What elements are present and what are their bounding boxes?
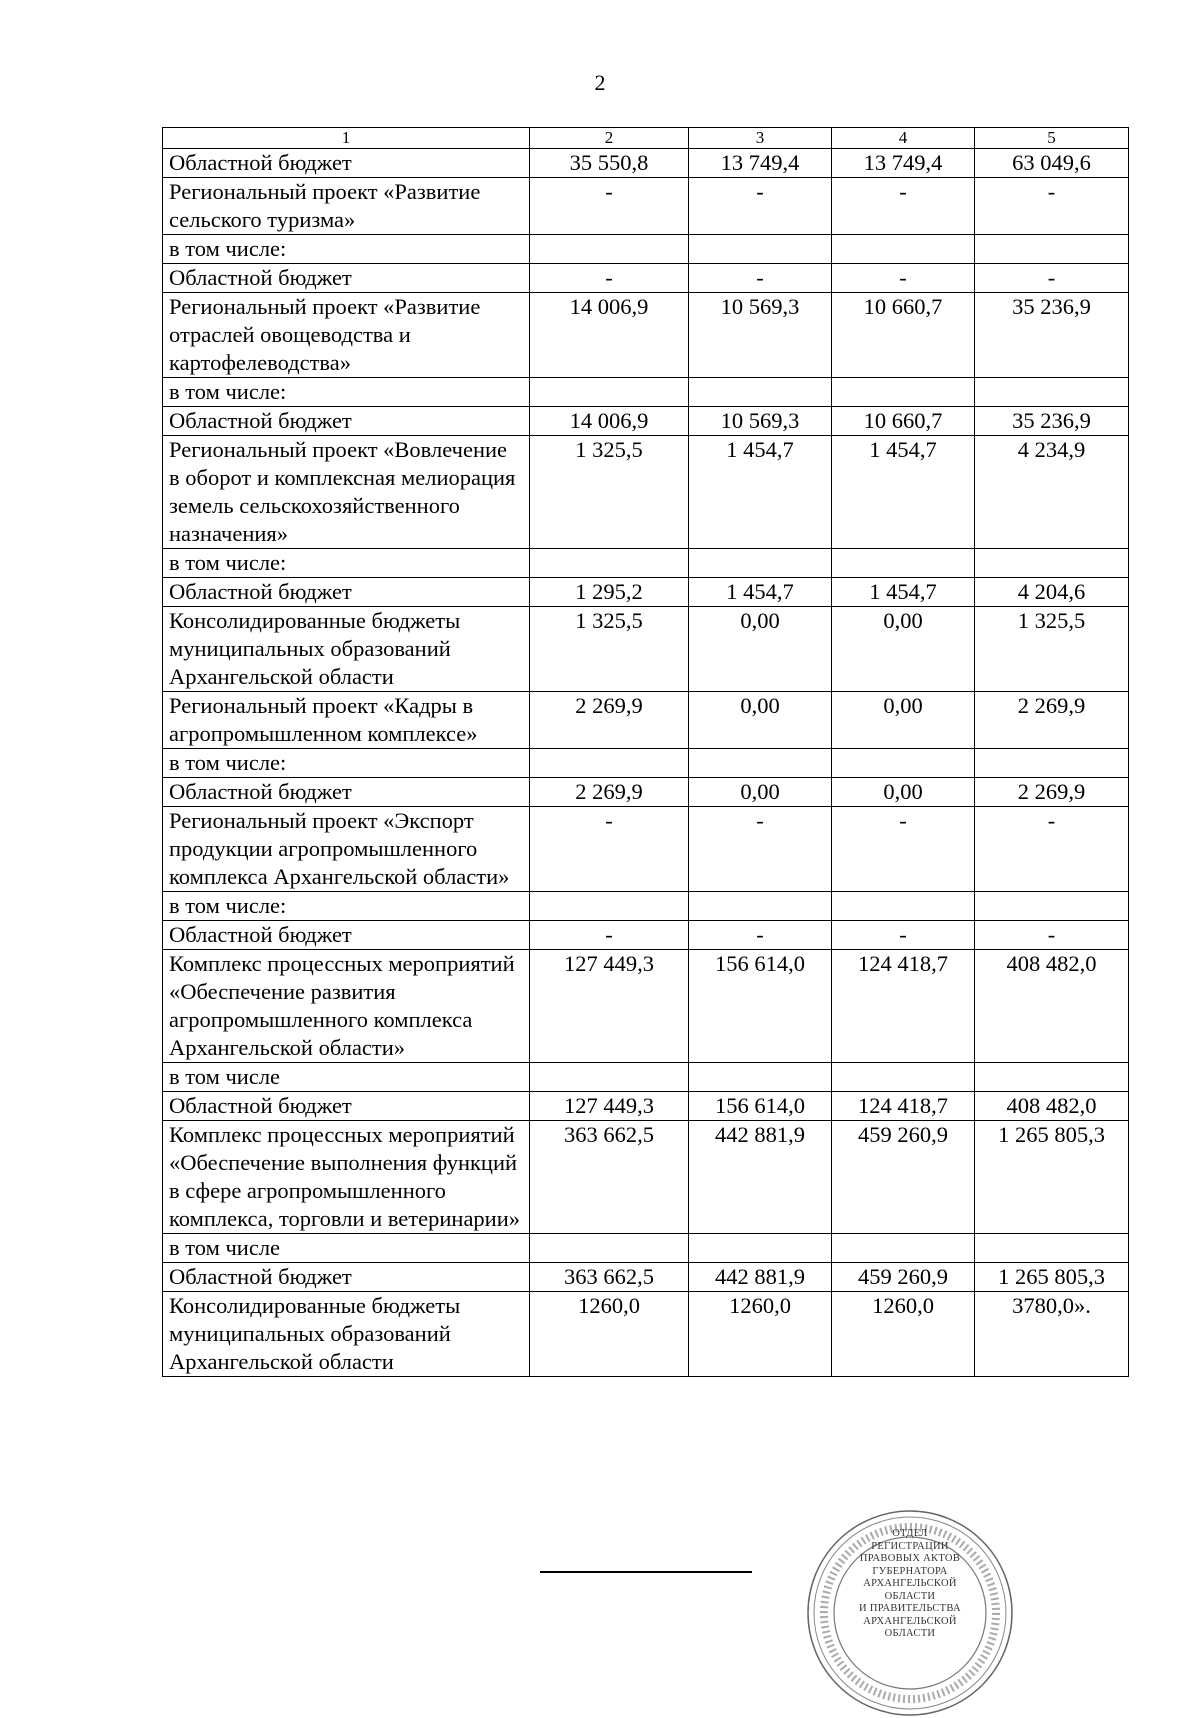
row-label-cell: в том числе:: [163, 749, 530, 778]
stamp-text: [842, 1528, 978, 1641]
stamp-line: И ПРАВИТЕЛЬСТВА: [859, 1603, 961, 1614]
value-cell: -: [689, 178, 832, 235]
value-cell: 10 660,7: [832, 293, 975, 378]
stamp-line: ОТДЕЛ: [892, 1528, 928, 1539]
value-cell: 0,00: [689, 692, 832, 749]
row-label-cell: в том числе: [163, 1063, 530, 1092]
value-cell: 10 569,3: [689, 407, 832, 436]
value-cell: [832, 378, 975, 407]
stamp-line: ОБЛАСТИ: [884, 1590, 936, 1602]
table-row: [163, 264, 1129, 293]
value-cell: 1260,0: [530, 1292, 689, 1377]
value-cell: -: [530, 807, 689, 892]
stamp-line: РЕГИСТРАЦИИ: [871, 1540, 949, 1552]
table-row: [163, 950, 1129, 1063]
value-cell: 0,00: [689, 778, 832, 807]
value-cell: 3780,0».: [975, 1292, 1129, 1377]
row-label-cell: Областной бюджет: [163, 778, 530, 807]
value-cell: 1260,0: [689, 1292, 832, 1377]
value-cell: 124 418,7: [832, 950, 975, 1063]
value-cell: -: [689, 807, 832, 892]
value-cell: [689, 749, 832, 778]
value-cell: 2 269,9: [530, 778, 689, 807]
header-cell: 4: [832, 128, 975, 149]
table-row: [163, 178, 1129, 235]
value-cell: -: [975, 921, 1129, 950]
table-row: [163, 692, 1129, 749]
value-cell: 1 454,7: [689, 578, 832, 607]
stamp-line: АРХАНГЕЛЬСКОЙ: [863, 1615, 957, 1627]
value-cell: -: [832, 178, 975, 235]
row-label-cell: Консолидированные бюджеты муниципальных образований Архангельской области: [163, 1292, 530, 1377]
budget-table-header: [163, 128, 1129, 149]
value-cell: 35 236,9: [975, 407, 1129, 436]
value-cell: 14 006,9: [530, 293, 689, 378]
value-cell: 1 265 805,3: [975, 1263, 1129, 1292]
page-number: 2: [594, 70, 606, 95]
value-cell: 363 662,5: [530, 1121, 689, 1234]
value-cell: 408 482,0: [975, 1092, 1129, 1121]
value-cell: 1 325,5: [530, 607, 689, 692]
value-cell: 1 295,2: [530, 578, 689, 607]
row-label-cell: Областной бюджет: [163, 1263, 530, 1292]
value-cell: -: [832, 921, 975, 950]
value-cell: 13 749,4: [689, 149, 832, 178]
value-cell: 124 418,7: [832, 1092, 975, 1121]
row-label-cell: в том числе:: [163, 549, 530, 578]
row-label-cell: в том числе:: [163, 892, 530, 921]
table-row: [163, 1263, 1129, 1292]
row-label-cell: Областной бюджет: [163, 921, 530, 950]
header-cell: 3: [689, 128, 832, 149]
value-cell: [975, 1234, 1129, 1263]
closing-line: [540, 1571, 752, 1573]
value-cell: [975, 749, 1129, 778]
stamp-line: ПРАВОВЫХ АКТОВ: [859, 1553, 961, 1564]
budget-table: [162, 127, 1129, 1377]
stamp-line: ГУБЕРНАТОРА: [872, 1565, 948, 1577]
table-row: [163, 607, 1129, 692]
value-cell: [530, 892, 689, 921]
value-cell: [689, 1063, 832, 1092]
row-label-cell: Региональный проект «Развитие сельского туризма»: [163, 178, 530, 235]
value-cell: 127 449,3: [530, 950, 689, 1063]
table-row: [163, 921, 1129, 950]
row-label-cell: в том числе:: [163, 378, 530, 407]
table-row: [163, 892, 1129, 921]
value-cell: [975, 378, 1129, 407]
header-row: [163, 128, 1129, 149]
value-cell: 2 269,9: [530, 692, 689, 749]
value-cell: 127 449,3: [530, 1092, 689, 1121]
value-cell: [832, 549, 975, 578]
value-cell: 35 550,8: [530, 149, 689, 178]
value-cell: -: [832, 264, 975, 293]
row-label-cell: Комплекс процессных мероприятий «Обеспечение выполнения функций в сфере агропромышленного комплекса, торговли и ветеринарии»: [163, 1121, 530, 1234]
value-cell: [975, 549, 1129, 578]
value-cell: 2 269,9: [975, 778, 1129, 807]
value-cell: 2 269,9: [975, 692, 1129, 749]
value-cell: 442 881,9: [689, 1263, 832, 1292]
value-cell: 363 662,5: [530, 1263, 689, 1292]
value-cell: 4 204,6: [975, 578, 1129, 607]
value-cell: -: [975, 264, 1129, 293]
value-cell: 459 260,9: [832, 1121, 975, 1234]
value-cell: 14 006,9: [530, 407, 689, 436]
value-cell: [530, 378, 689, 407]
value-cell: [689, 892, 832, 921]
value-cell: -: [530, 921, 689, 950]
value-cell: -: [689, 264, 832, 293]
value-cell: 10 660,7: [832, 407, 975, 436]
row-label-cell: в том числе: [163, 1234, 530, 1263]
table-row: [163, 1092, 1129, 1121]
table-row: [163, 778, 1129, 807]
value-cell: 1 454,7: [832, 578, 975, 607]
table-row: [163, 407, 1129, 436]
row-label-cell: Консолидированные бюджеты муниципальных образований Архангельской области: [163, 607, 530, 692]
row-label-cell: Комплекс процессных мероприятий «Обеспечение развития агропромышленного комплекса Архангельской области»: [163, 950, 530, 1063]
table-row: [163, 549, 1129, 578]
value-cell: [832, 892, 975, 921]
value-cell: [689, 1234, 832, 1263]
table-row: [163, 749, 1129, 778]
value-cell: 35 236,9: [975, 293, 1129, 378]
value-cell: 0,00: [832, 692, 975, 749]
row-label-cell: Областной бюджет: [163, 1092, 530, 1121]
header-cell: 5: [975, 128, 1129, 149]
value-cell: 156 614,0: [689, 1092, 832, 1121]
row-label-cell: Региональный проект «Экспорт продукции агропромышленного комплекса Архангельской области»: [163, 807, 530, 892]
value-cell: [689, 235, 832, 264]
value-cell: -: [975, 178, 1129, 235]
value-cell: 1 454,7: [689, 436, 832, 549]
table-row: [163, 235, 1129, 264]
budget-table-body: [163, 149, 1129, 1377]
table-row: [163, 1234, 1129, 1263]
row-label-cell: Областной бюджет: [163, 264, 530, 293]
value-cell: [975, 892, 1129, 921]
value-cell: 63 049,6: [975, 149, 1129, 178]
table-row: [163, 436, 1129, 549]
row-label-cell: Региональный проект «Вовлечение в оборот и комплексная мелиорация земель сельскохозяйственного назначения»: [163, 436, 530, 549]
value-cell: 1 325,5: [975, 607, 1129, 692]
value-cell: 442 881,9: [689, 1121, 832, 1234]
table-row: [163, 378, 1129, 407]
stamp-line: ОБЛАСТИ: [884, 1628, 936, 1639]
value-cell: 13 749,4: [832, 149, 975, 178]
value-cell: -: [530, 264, 689, 293]
table-row: [163, 149, 1129, 178]
table-row: [163, 578, 1129, 607]
table-row: [163, 1121, 1129, 1234]
value-cell: [530, 1063, 689, 1092]
value-cell: 459 260,9: [832, 1263, 975, 1292]
row-label-cell: Областной бюджет: [163, 407, 530, 436]
value-cell: [530, 749, 689, 778]
value-cell: [832, 749, 975, 778]
row-label-cell: Региональный проект «Развитие отраслей овощеводства и картофелеводства»: [163, 293, 530, 378]
value-cell: [975, 1063, 1129, 1092]
value-cell: -: [832, 807, 975, 892]
value-cell: 156 614,0: [689, 950, 832, 1063]
value-cell: 1260,0: [832, 1292, 975, 1377]
header-cell: 2: [530, 128, 689, 149]
value-cell: 1 325,5: [530, 436, 689, 549]
row-label-cell: Областной бюджет: [163, 578, 530, 607]
row-label-cell: Областной бюджет: [163, 149, 530, 178]
value-cell: 408 482,0: [975, 950, 1129, 1063]
value-cell: [689, 378, 832, 407]
value-cell: 4 234,9: [975, 436, 1129, 549]
value-cell: 1 454,7: [832, 436, 975, 549]
value-cell: [689, 549, 832, 578]
value-cell: 0,00: [832, 607, 975, 692]
table-row: [163, 293, 1129, 378]
table-row: [163, 1063, 1129, 1092]
row-label-cell: Региональный проект «Кадры в агропромышленном комплексе»: [163, 692, 530, 749]
value-cell: [832, 235, 975, 264]
table-row: [163, 1292, 1129, 1377]
row-label-cell: в том числе:: [163, 235, 530, 264]
value-cell: [530, 235, 689, 264]
value-cell: -: [975, 807, 1129, 892]
value-cell: [530, 549, 689, 578]
value-cell: [832, 1063, 975, 1092]
value-cell: [975, 235, 1129, 264]
value-cell: 0,00: [832, 778, 975, 807]
header-cell: 1: [163, 128, 530, 149]
value-cell: -: [689, 921, 832, 950]
value-cell: 0,00: [689, 607, 832, 692]
value-cell: -: [530, 178, 689, 235]
value-cell: 1 265 805,3: [975, 1121, 1129, 1234]
table-row: [163, 807, 1129, 892]
value-cell: [832, 1234, 975, 1263]
value-cell: 10 569,3: [689, 293, 832, 378]
stamp-line: АРХАНГЕЛЬСКОЙ: [863, 1578, 957, 1589]
value-cell: [530, 1234, 689, 1263]
